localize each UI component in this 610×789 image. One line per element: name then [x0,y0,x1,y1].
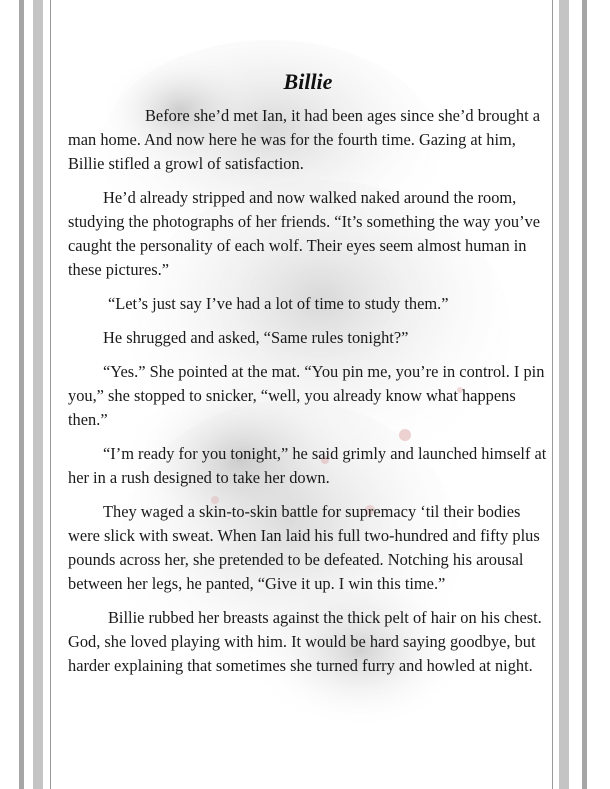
paragraph: Before she’d met Ian, it had been ages since she’d brought a man home. And now here he was for the fourth time. Gazing at him, Billie stifled a growl of satisfaction. [68,106,541,173]
paragraph: “I’m ready for you tonight,” he said grimly and launched himself at her in a rush designed to take her down. [68,444,547,487]
story-title: Billie [283,69,333,94]
paragraph: He shrugged and asked, “Same rules tonight?” [103,328,409,347]
story-text [68,70,548,688]
paragraph: “Yes.” She pointed at the mat. “You pin me, you’re in control. I pin you,” she stopped to snicker, “well, you already know what happens then.” [68,362,545,429]
paragraph: Billie rubbed her breasts against the thick pelt of hair on his chest. God, she loved playing with him. It would be hard saying goodbye, but harder explaining that sometimes she turned furry and howled at night. [68,608,542,675]
paragraph: They waged a skin-to-skin battle for supremacy ‘til their bodies were slick with sweat. When Ian laid his full two-hundred and fifty plus pounds across her, she pretended to be defeated. Notching his arousal between her legs, he panted, “Give it up. I win this time.” [68,502,540,593]
paragraph: He’d already stripped and now walked naked around the room, studying the photographs of her friends. “It’s something the way you’ve caught the personality of each wolf. Their eyes seem almost human in these pictures.” [68,188,541,279]
paragraph: “Let’s just say I’ve had a lot of time to study them.” [108,294,449,313]
